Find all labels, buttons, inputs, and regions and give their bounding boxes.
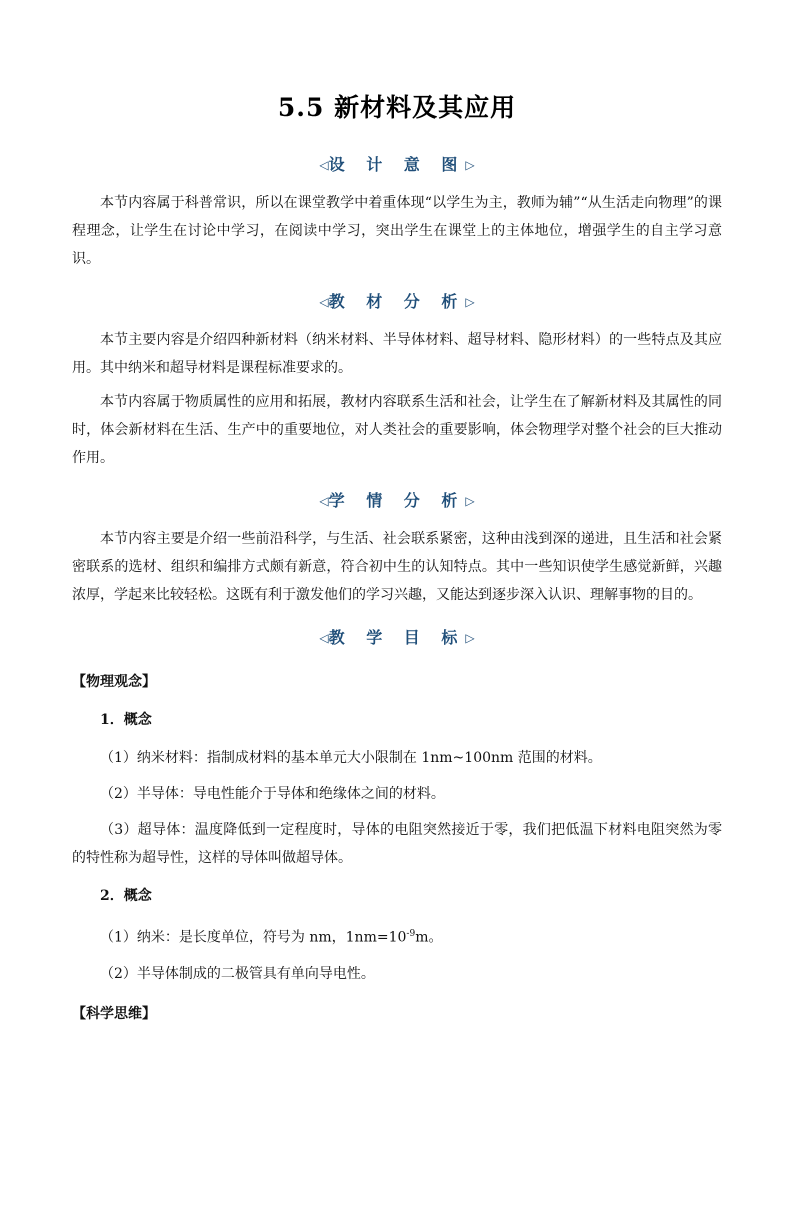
section-heading-goals [72, 625, 722, 648]
science-thinking-heading: 【科学思维】 [72, 1005, 156, 1022]
triangle-left-icon: ◁ [319, 631, 329, 645]
section-heading-text: 教 材 分 析 [328, 292, 466, 311]
section-heading-text: 教 学 目 标 [328, 628, 466, 647]
triangle-left-icon: ◁ [319, 158, 329, 172]
list-item: （2）半导体：导电性能介于导体和绝缘体之间的材料。 [100, 786, 445, 802]
section-heading-textbook [72, 289, 722, 312]
list-item-text: （1）纳米：是长度单位，符号为 nm，1nm=10 [100, 929, 407, 946]
triangle-right-icon: ▷ [465, 158, 475, 172]
concept-group-2-heading: 2．概念 [100, 888, 152, 904]
section-heading-text: 设 计 意 图 [328, 155, 466, 174]
list-item: （1）纳米材料：指制成材料的基本单元大小限制在 1nm~100nm 范围的材料。 [100, 750, 602, 766]
list-item: （2）半导体制成的二极管具有单向导电性。 [100, 965, 375, 982]
triangle-right-icon: ▷ [465, 494, 475, 508]
list-item: （3）超导体：温度降低到一定程度时，导体的电阻突然接近于零，我们把低温下材料电阻突然为零的特性称为超导性，这样的导体叫做超导体。 [72, 822, 722, 866]
list-item [72, 920, 722, 952]
section-heading-students [72, 488, 722, 511]
paragraph: 本节内容属于科普常识，所以在课堂教学中着重体现“以学生为主，教师为辅”“从生活走向物理”的课程理念，让学生在讨论中学习，在阅读中学习，突出学生在课堂上的主体地位，增强学生的自主学习意识。 [72, 195, 722, 267]
section-heading-text: 学 情 分 析 [328, 491, 466, 510]
triangle-right-icon: ▷ [465, 631, 475, 645]
document-page [0, 88, 794, 1211]
paragraph: 本节内容主要是介绍一些前沿科学，与生活、社会联系紧密，这种由浅到深的递进，且生活和社会紧密联系的选材、组织和编排方式颇有新意，符合初中生的认知特点。其中一些知识使学生感觉新鲜，兴趣浓厚，学起来比较轻松。这既有利于激发他们的学习兴趣，又能达到逐步深入认识、理解事物的目的。 [72, 531, 722, 603]
list-item-text: m。 [415, 929, 443, 946]
triangle-right-icon: ▷ [465, 295, 475, 309]
paragraph: 本节主要内容是介绍四种新材料（纳米材料、半导体材料、超导材料、隐形材料）的一些特点及其应用。其中纳米和超导材料是课程标准要求的。 [72, 332, 722, 376]
section-heading-design [72, 152, 722, 175]
paragraph: 本节内容属于物质属性的应用和拓展，教材内容联系生活和社会，让学生在了解新材料及其属性的同时，体会新材料在生活、生产中的重要地位，对人类社会的重要影响，体会物理学对整个社会的巨大推动作用。 [72, 394, 722, 466]
exponent: -9 [406, 929, 416, 939]
physics-concept-heading: 【物理观念】 [72, 674, 156, 690]
page-title: 5.5 新材料及其应用 [277, 93, 517, 122]
triangle-left-icon: ◁ [319, 295, 329, 309]
triangle-left-icon: ◁ [319, 494, 329, 508]
concept-group-1-heading: 1．概念 [100, 712, 152, 728]
